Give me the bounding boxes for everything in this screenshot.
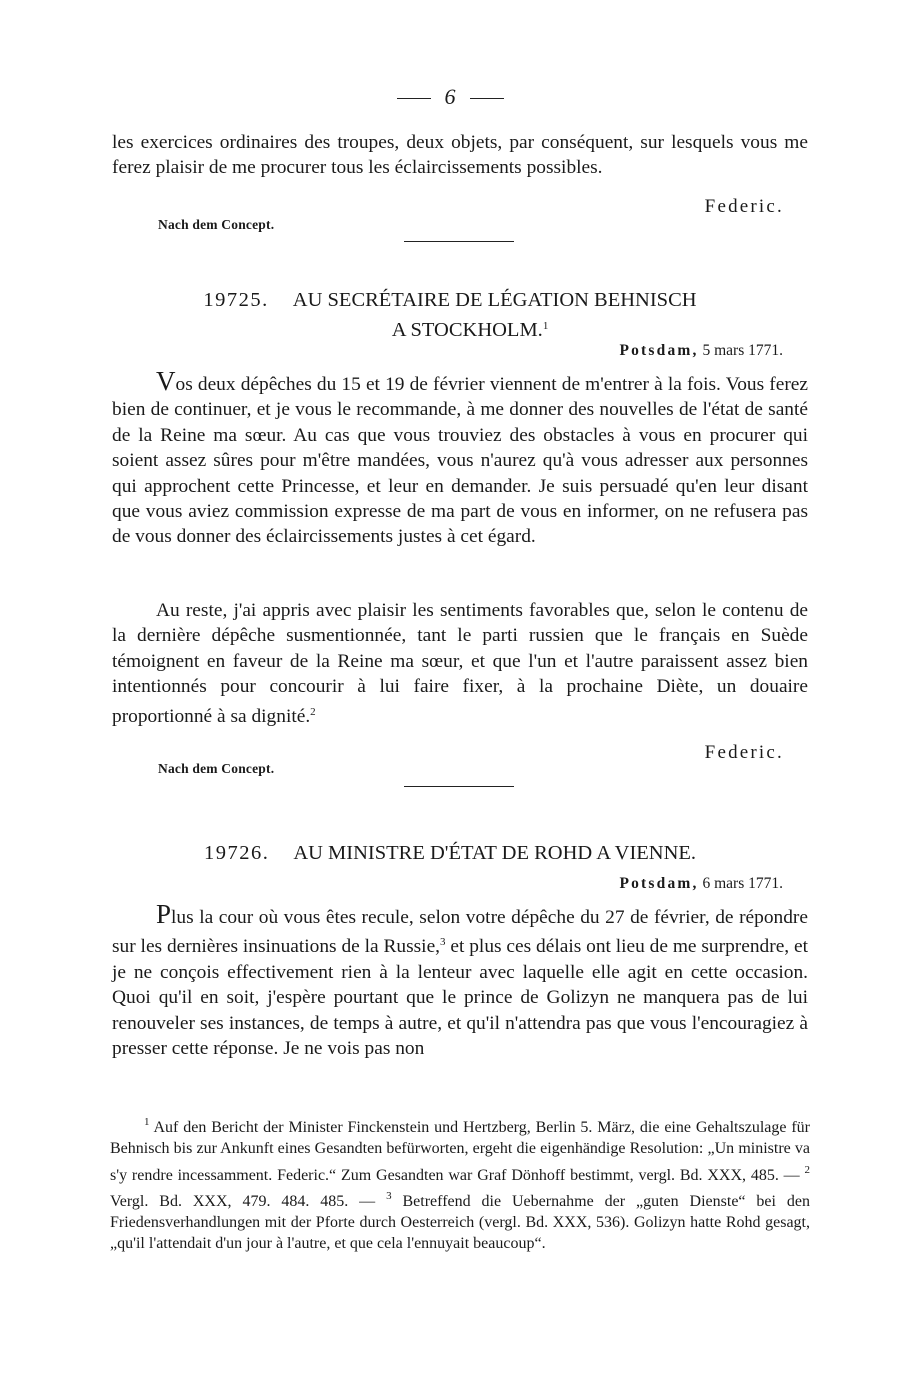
footnote-ref-3: 3 [440,936,446,949]
letter-number: 19726. [203,842,270,864]
place-date-19726 [619,875,783,893]
page-number: 6 [444,84,456,109]
footnote-marker-1: 1 [144,1116,150,1128]
footnote-2-text: Vergl. Bd. XXX, 479. 484. 485. — [110,1193,387,1211]
letter-number: 19725. [203,289,269,311]
letter-date: 5 mars 1771. [702,342,783,359]
drop-initial: P [156,899,172,929]
paragraph-text: lus la cour où vous êtes recule, selon votre dépêche du 27 de février, de répondre sur les dernières insinuations de la Russie, [112,907,808,958]
letter-heading-line2 [0,313,900,343]
page-header [0,84,900,110]
footnote-marker-2: 2 [804,1163,810,1176]
footnotes [110,1112,810,1255]
footnote-ref-2: 2 [310,705,316,718]
letter-19726-paragraph [112,899,809,1061]
letter-recipient-place: A STOCKHOLM. [391,319,543,341]
letter-heading-line1 [0,287,900,313]
paragraph-text: os deux dépêches du 15 et 19 de février viennent de m'entrer à la fois. Vous ferez bien de continuer, et je vous le recommande, à me donner des nouvelles de l'état de santé de la Reine ma sœur. Au cas que vous trouviez des obstacles à vous en procurer qui soient assez sûres pour m'être mandées, vous n'aurez qu'à vous adresser aux personnes qui approchent cette Princesse, et leur en demander. Je suis persuadé qu'en leur disant que vous aviez commission expresse de ma part de vous en informer, on ne refusera pas de vous donner des éclaircissements justes à cet égard. [112,374,808,548]
signature-top: Federic. [704,196,784,217]
source-note-19725: Nach dem Concept. [158,761,275,776]
header-dash-left [397,98,431,99]
drop-initial: V [156,366,176,396]
letter-recipient: AU MINISTRE D'ÉTAT DE ROHD A VIENNE. [293,842,697,864]
letter-19725-paragraph-1 [112,366,808,550]
letter-heading-19725 [0,287,900,343]
place-name: Potsdam, [619,342,699,359]
place-name: Potsdam, [619,875,699,892]
footnote-3-text: Betreffend die Uebernahme der „guten Dienste“ bei den Friedensverhandlungen mit der Pforte durch Oesterreich (vergl. Bd. XXX, 536). Golizyn hatte Rohd gesagt, „qu'il l'attendait d'un jour à l'autre, et que cela l'ennuyait beaucoup“. [110,1193,810,1252]
letter-date: 6 mars 1771. [702,875,783,892]
footnote-1-text: Auf den Bericht der Minister Finckenstein und Hertzberg, Berlin 5. März, die eine Gehaltszulage für Behnisch bis zur Ankunft eines Gesandten befürworten, ergeht die eigenhändige Resolution: „Un ministre va s'y rendre incessamment. Federic.“ Zum Gesandten war Graf Dönhoff bestimmt, vergl. Bd. XXX, 485. — [110,1119,810,1184]
letter-heading-19726 [0,840,900,866]
footnote-ref-1: 1 [542,320,549,332]
signature-19725: Federic. [704,742,784,763]
place-date-19725 [619,342,783,360]
source-note-top: Nach dem Concept. [158,217,275,232]
footnote-block [110,1112,810,1255]
letter-recipient: AU SECRÉTAIRE DE LÉGATION BEHNISCH [292,289,697,311]
separator-rule-1 [404,241,514,242]
separator-rule-2 [404,786,514,787]
letter-19725-paragraph-2 [112,598,808,729]
continuation-paragraph: les exercices ordinaires des troupes, deux objets, par conséquent, sur lesquels vous me ferez plaisir de me procurer tous les éclaircissements possibles. [112,132,808,179]
paragraph-text-cont: et plus ces délais ont lieu de me surprendre, et je ne conçois effectivement rien à la lenteur avec laquelle elle agit en cette occasion. Quoi qu'il en soit, j'espère pourtant que le prince de Golizyn ne manquera pas de lui renouveler ses instances, de temps à autre, et qu'il n'attendra pas que vous l'encouragiez à presser cette réponse. Je ne vois pas non [112,936,809,1060]
header-dash-right [470,98,504,99]
footnote-marker-3: 3 [386,1190,392,1203]
paragraph-text: Au reste, j'ai appris avec plaisir les sentiments favorables que, selon le contenu de la dernière dépêche susmentionnée, tant le parti russien que le français en Suède témoignent en faveur de la Reine ma sœur, et que l'un et l'autre paraissent assez bien intentionnés pour concourir à lui faire fixer, à la prochaine Diète, un douaire proportionné à sa dignité. [112,600,808,727]
